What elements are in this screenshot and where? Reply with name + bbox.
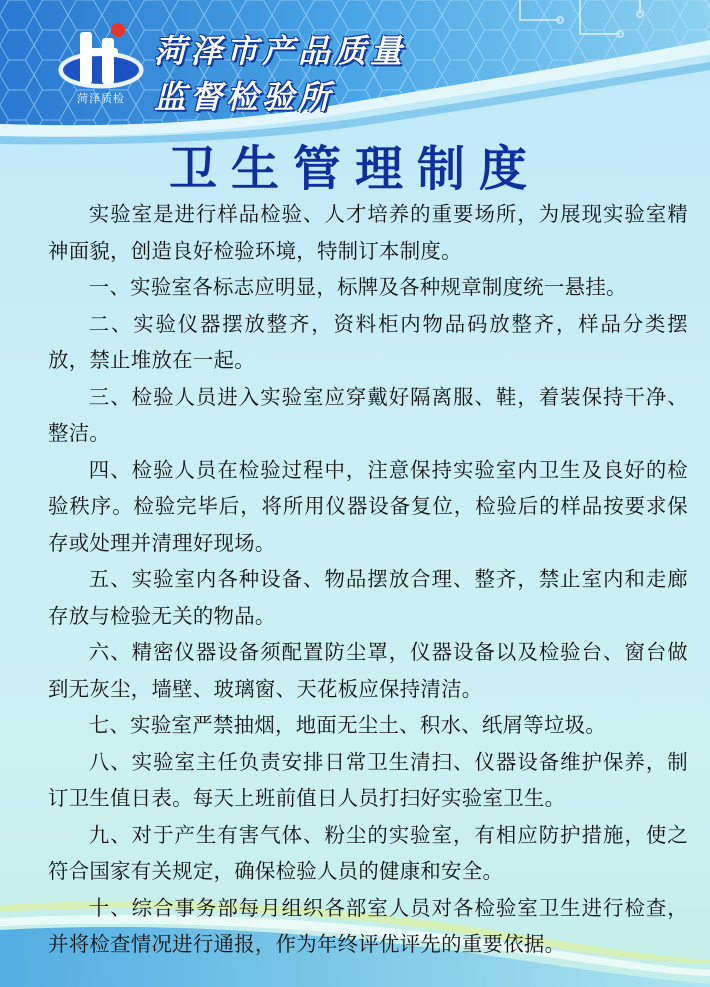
rule-item-7: 七、实验室严禁抽烟，地面无尘土、积水、纸屑等垃圾。 (88, 713, 607, 737)
rule-item-1: 一、实验室各标志应明显，标牌及各种规章制度统一悬挂。 (88, 275, 627, 299)
rule-item-10: 十、综合事务部每月组织各部室人员对各检验室卫生进行检查，并将检查情况进行通报，作为年终评优评先的重要依据。 (48, 895, 688, 956)
rule-item-4: 四、检验人员在检验过程中，注意保持实验室内卫生及良好的检验秩序。检验完毕后，将所用仪器设备复位，检验后的样品按要求保存或处理并清理好现场。 (48, 457, 688, 555)
page-title: 卫生管理制度 (168, 141, 541, 197)
intro-paragraph: 实验室是进行样品检验、人才培养的重要场所，为展现实验室精神面貌，创造良好检验环境，特制订本制度。 (48, 202, 688, 263)
rule-item-8: 八、实验室主任负责安排日常卫生清扫、仪器设备维护保养，制订卫生值日表。每天上班前值日人员打扫好实验室卫生。 (48, 749, 688, 810)
rule-item-2: 二、实验仪器摆放整齐，资料柜内物品码放整齐，样品分类摆放，禁止堆放在一起。 (48, 311, 688, 372)
rule-item-9: 九、对于产生有害气体、粉尘的实验室，有相应防护措施，使之符合国家有关规定，确保检验人员的健康和安全。 (48, 822, 688, 883)
org-name-line-2: 监督检验所 (154, 78, 335, 116)
rule-item-6: 六、精密仪器设备须配置防尘罩，仪器设备以及检验台、窗台做到无灰尘，墙壁、玻璃窗、天花板应保持清洁。 (48, 640, 688, 701)
logo-caption: 菏泽质检 (77, 92, 125, 105)
rule-item-3: 三、检验人员进入实验室应穿戴好隔离服、鞋，着装保持干净、整洁。 (48, 384, 688, 445)
rule-item-5: 五、实验室内各种设备、物品摆放合理、整齐，禁止室内和走廊存放与检验无关的物品。 (48, 567, 688, 628)
org-name-line-1: 菏泽市产品质量 (154, 32, 407, 70)
regulation-body (48, 196, 688, 963)
